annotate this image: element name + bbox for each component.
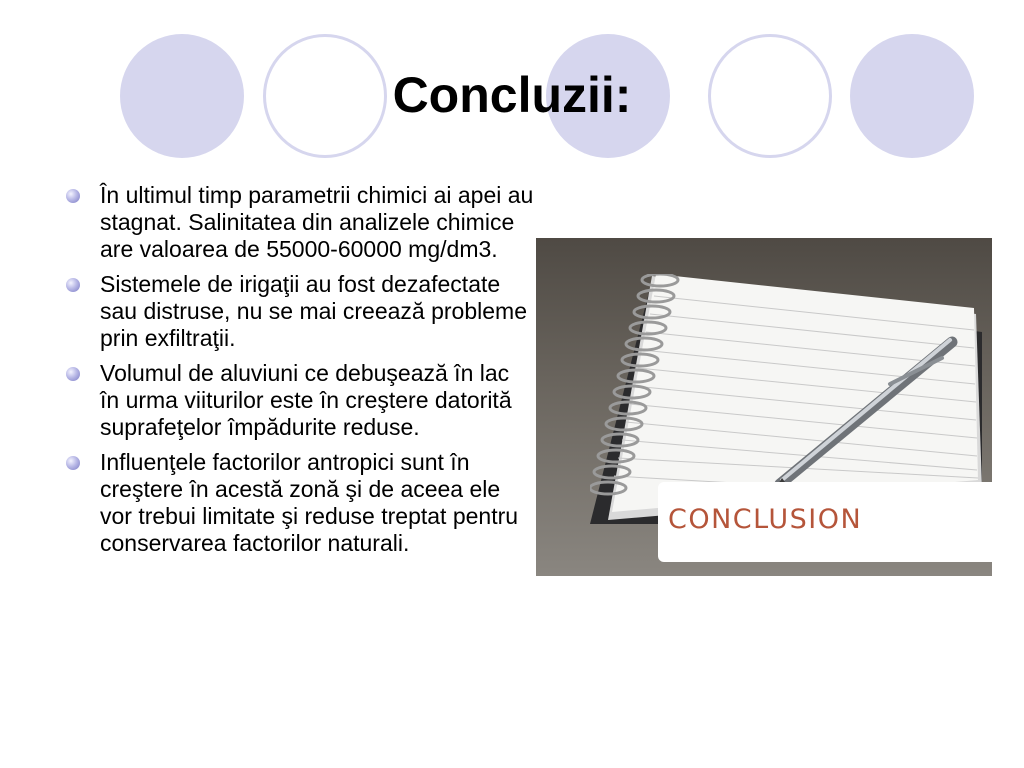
bullet-text: Sistemele de irigaţii au fost dezafectate sau distruse, nu se mai creează probleme prin exfiltraţii. (100, 271, 527, 351)
bullet-icon (66, 367, 80, 381)
bullet-text: Volumul de aluviuni ce debuşează în lac în urma viiturilor este în creştere datorită suprafeţelor împădurite reduse. (100, 360, 512, 440)
bullet-item (64, 271, 534, 352)
conclusion-card (658, 482, 992, 562)
conclusion-photo (536, 238, 992, 576)
bullet-icon (66, 278, 80, 292)
bullet-icon (66, 189, 80, 203)
bullet-item (64, 182, 534, 263)
conclusion-label: CONCLUSION (668, 504, 863, 535)
bullet-icon (66, 456, 80, 470)
bullet-text: Influenţele factorilor antropici sunt în creştere în acestă zonă şi de aceea ele vor trebui limitate şi reduse treptat pentru conservarea factorilor naturali. (100, 449, 519, 556)
bullet-item (64, 360, 534, 441)
slide-title: Concluzii: (392, 67, 632, 123)
bullet-item (64, 449, 534, 557)
bullet-text: În ultimul timp parametrii chimici ai apei au stagnat. Salinitatea din analizele chimice are valoarea de 55000-60000 mg/dm3. (100, 182, 534, 262)
bullet-list (64, 182, 534, 565)
